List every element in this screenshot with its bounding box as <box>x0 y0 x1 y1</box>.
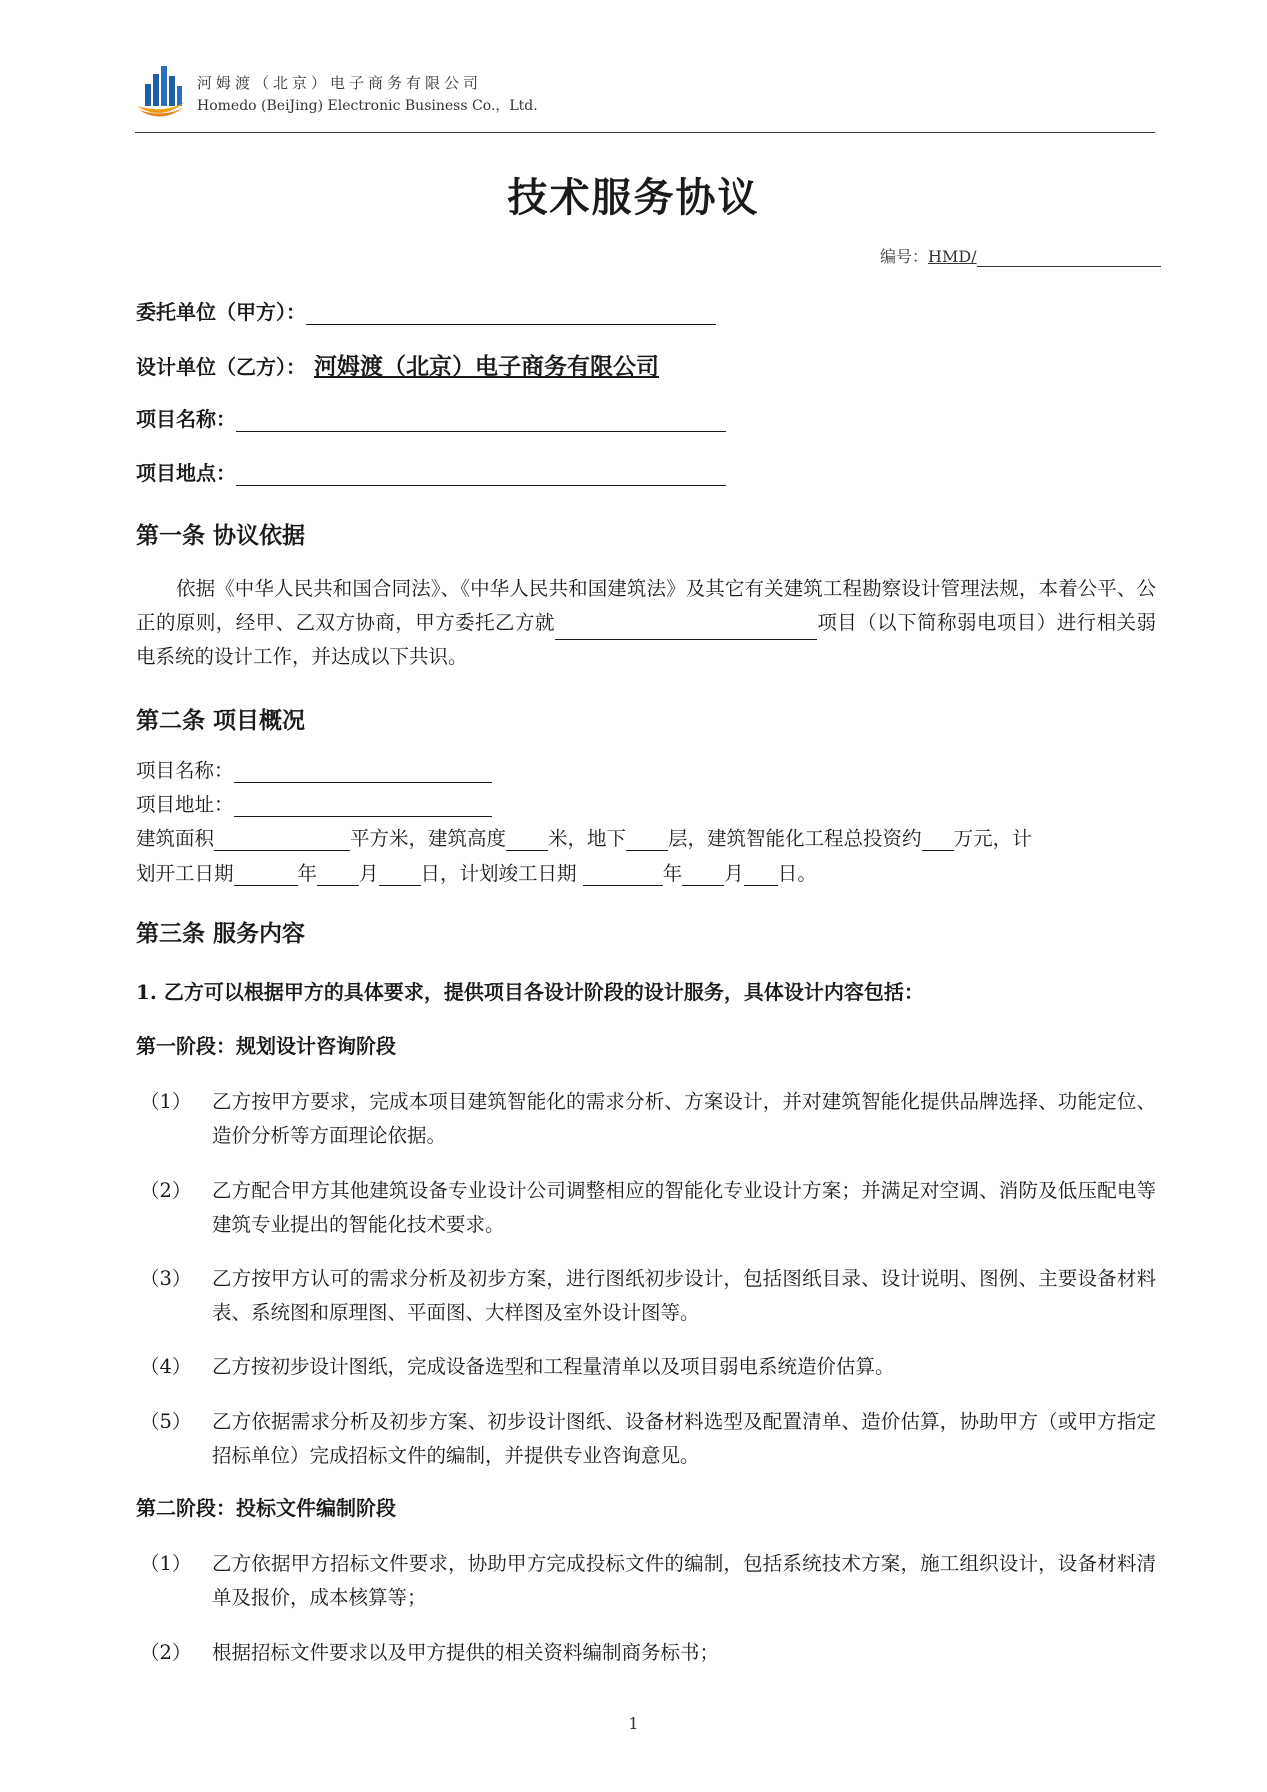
company-name-cn: 河姆渡（北京）电子商务有限公司 <box>197 74 483 92</box>
project-name-field <box>136 403 726 432</box>
stage-1-item <box>140 1262 1156 1330</box>
item-number: （2） <box>140 1641 192 1664</box>
stage-1-item <box>140 1085 1156 1153</box>
party-a-label: 委托单位（甲方）： <box>136 300 306 324</box>
item-number: （4） <box>140 1355 192 1378</box>
project-location-blank <box>236 463 726 486</box>
end-year-blank <box>583 865 663 886</box>
article-2-heading: 第二条 项目概况 <box>136 707 306 734</box>
overview-project-address <box>136 789 492 817</box>
project-location-field <box>136 457 726 486</box>
end-date-label: 日，计划竣工日期 <box>420 862 577 885</box>
article-1-heading: 第一条 协议依据 <box>136 522 306 549</box>
investment-label: 层，建筑智能化工程总投资约 <box>668 827 922 850</box>
item-text: 乙方按甲方认可的需求分析及初步方案，进行图纸初步设计，包括图纸目录、设计说明、图例、主要设备材料表、系统图和原理图、平面图、大样图及室外设计图等。 <box>212 1267 1156 1324</box>
item-number: （1） <box>140 1090 192 1113</box>
item-number: （3） <box>140 1267 192 1290</box>
article-3-heading: 第三条 服务内容 <box>136 920 306 947</box>
end-month-blank <box>682 865 724 886</box>
party-b-value: 河姆渡（北京）电子商务有限公司 <box>314 353 659 380</box>
stage-2-heading: 第二阶段：投标文件编制阶段 <box>136 1496 396 1520</box>
article-1-text-before: 依据《中华人民共和国合同法》、《中华人民共和国建筑法》及其它有关建筑工程勘察设计管理法规，本着公平、公正的原则，经甲、乙双方协商，甲方委托乙方就 <box>136 577 1156 634</box>
party-b-label: 设计单位（乙方）： <box>136 355 306 379</box>
overview-name-label: 项目名称： <box>136 759 234 782</box>
number-prefix: HMD/ <box>928 247 977 266</box>
number-label: 编号： <box>880 247 929 266</box>
header-divider <box>135 132 1155 133</box>
page-number: 1 <box>628 1714 639 1733</box>
project-name-label: 项目名称： <box>136 407 236 431</box>
document-title: 技术服务协议 <box>507 174 760 221</box>
underground-blank <box>626 830 668 851</box>
area-blank <box>214 830 350 851</box>
overview-date-line <box>136 858 817 886</box>
article-1-body <box>136 572 1156 674</box>
item-number: （1） <box>140 1552 192 1575</box>
item-number: （5） <box>140 1410 192 1433</box>
project-name-blank <box>236 409 726 432</box>
start-month-label: 月 <box>359 862 379 885</box>
item-text: 根据招标文件要求以及甲方提供的相关资料编制商务标书； <box>212 1641 720 1664</box>
start-month-blank <box>317 865 359 886</box>
end-year-label: 年 <box>662 862 683 885</box>
article-1-text-after: 项目（以下简称弱电项目）进行相关弱电系统的设计工作，并达成以下共识。 <box>136 611 1156 668</box>
start-date-label: 划开工日期 <box>136 862 234 885</box>
overview-name-blank <box>234 762 492 783</box>
underground-label: 米，地下 <box>548 827 627 850</box>
item-text: 乙方配合甲方其他建筑设备专业设计公司调整相应的智能化专业设计方案；并满足对空调、消防及低压配电等建筑专业提出的智能化技术要求。 <box>212 1179 1156 1236</box>
company-name-en: Homedo (BeiJing) Electronic Business Co.，Ltd. <box>197 98 538 114</box>
item-text: 乙方依据需求分析及初步方案、初步设计图纸、设备材料选型及配置清单、造价估算，协助甲方（或甲方指定招标单位）完成招标文件的编制，并提供专业咨询意见。 <box>212 1410 1156 1467</box>
height-label: 平方米，建筑高度 <box>350 827 507 850</box>
stage-1-item <box>140 1350 1156 1384</box>
stage-1-item <box>140 1405 1156 1473</box>
start-year-label: 年 <box>297 862 318 885</box>
stage-1-heading: 第一阶段：规划设计咨询阶段 <box>136 1034 396 1058</box>
article-1-project-blank <box>555 619 817 640</box>
start-day-blank <box>379 865 421 886</box>
party-a-blank <box>306 302 716 325</box>
item-number: （2） <box>140 1179 192 1202</box>
height-blank <box>506 830 548 851</box>
stage-2-item <box>140 1636 1156 1670</box>
overview-area-line <box>136 823 1156 851</box>
overview-project-name <box>136 755 492 783</box>
wan-label: 万元，计 <box>953 827 1032 850</box>
overview-address-blank <box>234 796 492 817</box>
project-location-label: 项目地点： <box>136 461 236 485</box>
stage-2-item <box>140 1547 1156 1615</box>
end-month-label: 月 <box>724 862 744 885</box>
party-a-field <box>136 296 716 325</box>
end-day-label: 日。 <box>777 862 817 885</box>
item-text: 乙方依据甲方招标文件要求，协助甲方完成投标文件的编制，包括系统技术方案，施工组织设计，设备材料清单及报价，成本核算等； <box>212 1552 1156 1609</box>
building-logo-icon <box>135 62 187 118</box>
overview-address-label: 项目地址： <box>136 793 234 816</box>
start-year-blank <box>234 865 298 886</box>
end-day-blank <box>744 865 778 886</box>
letterhead <box>135 60 1155 126</box>
item-text: 乙方按甲方要求，完成本项目建筑智能化的需求分析、方案设计，并对建筑智能化提供品牌选择、功能定位、造价分析等方面理论依据。 <box>212 1090 1156 1147</box>
document-number <box>880 244 1161 267</box>
stage-1-item <box>140 1174 1156 1242</box>
party-b-field <box>136 348 671 381</box>
number-blank <box>977 252 1161 267</box>
item-text: 乙方按初步设计图纸，完成设备选型和工程量清单以及项目弱电系统造价估算。 <box>212 1355 895 1378</box>
area-label: 建筑面积 <box>136 827 215 850</box>
investment-blank <box>922 830 954 851</box>
service-point-1: 1. 乙方可以根据甲方的具体要求，提供项目各设计阶段的设计服务，具体设计内容包括： <box>136 980 924 1004</box>
